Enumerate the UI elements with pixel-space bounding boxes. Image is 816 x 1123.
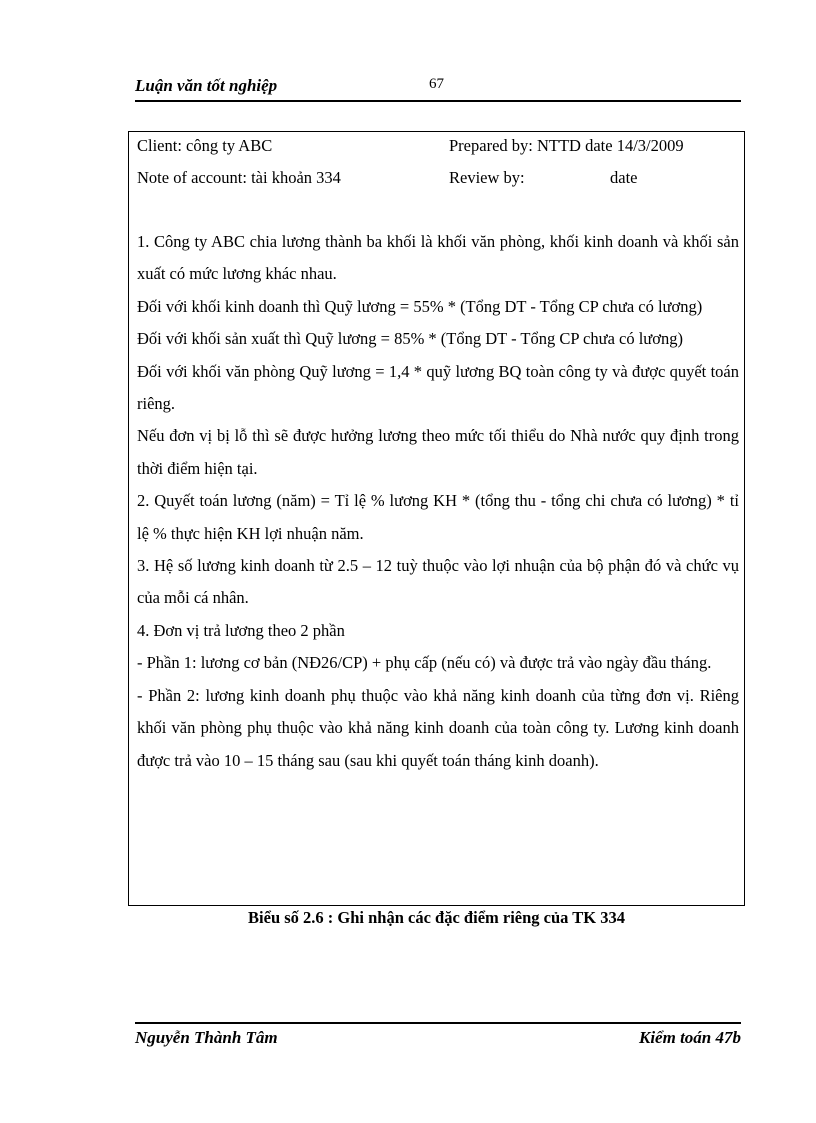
class-name: Kiểm toán 47b <box>638 1028 741 1047</box>
paragraph: 4. Đơn vị trả lương theo 2 phần <box>137 620 345 640</box>
thesis-title: Luận văn tốt nghiệp <box>135 76 278 95</box>
paragraph: 2. Quyết toán lương (năm) = Tỉ lệ % lương KH * (tổng thu - tổng chi chưa có lương) * tỉ lệ % thực hiện KH lợi nhuận năm. <box>137 491 739 543</box>
paragraph: - Phần 2: lương kinh doanh phụ thuộc vào khả năng kinh doanh của từng đơn vị. Riêng khối văn phòng phụ thuộc vào khả năng kinh doanh của toàn công ty. Lương kinh doanh được trả vào 10 – 15 tháng sau (sau khi quyết toán tháng kinh doanh). <box>137 685 739 770</box>
prepared-by: Prepared by: NTTD date 14/3/2009 <box>449 136 684 155</box>
review-date-label: date <box>610 168 638 187</box>
paragraph: Đối với khối kinh doanh thì Quỹ lương = 55% * (Tổng DT - Tổng CP chưa có lương) <box>137 296 703 316</box>
paragraph: - Phần 1: lương cơ bản (NĐ26/CP) + phụ cấp (nếu có) và được trả vào ngày đầu tháng. <box>137 653 712 673</box>
page-number: 67 <box>429 76 444 92</box>
paragraph: 3. Hệ số lương kinh doanh từ 2.5 – 12 tuỳ thuộc vào lợi nhuận của bộ phận đó và chức vụ của mỗi cá nhân. <box>137 556 739 608</box>
audit-note-box <box>128 131 745 906</box>
note-body <box>137 226 739 777</box>
figure-caption: Biểu số 2.6 : Ghi nhận các đặc điểm riêng của TK 334 <box>248 908 625 927</box>
paragraph: 1. Công ty ABC chia lương thành ba khối là khối văn phòng, khối kinh doanh và khối sản xuất có mức lương khác nhau. <box>137 232 739 284</box>
page-footer <box>135 1022 741 1047</box>
review-by: Review by: <box>449 168 525 187</box>
client-label: Client: công ty ABC <box>137 136 273 155</box>
note-of-account: Note of account: tài khoản 334 <box>137 168 341 187</box>
paragraph: Đối với khối sản xuất thì Quỹ lương = 85% * (Tổng DT - Tổng CP chưa có lương) <box>137 329 683 349</box>
author-name: Nguyễn Thành Tâm <box>135 1028 278 1047</box>
paragraph: Đối với khối văn phòng Quỹ lương = 1,4 * quỹ lương BQ toàn công ty và được quyết toán riêng. <box>137 361 739 414</box>
paragraph: Nếu đơn vị bị lỗ thì sẽ được hưởng lương theo mức tối thiểu do Nhà nước quy định trong thời điểm hiện tại. <box>137 426 739 478</box>
page-header <box>135 74 741 102</box>
